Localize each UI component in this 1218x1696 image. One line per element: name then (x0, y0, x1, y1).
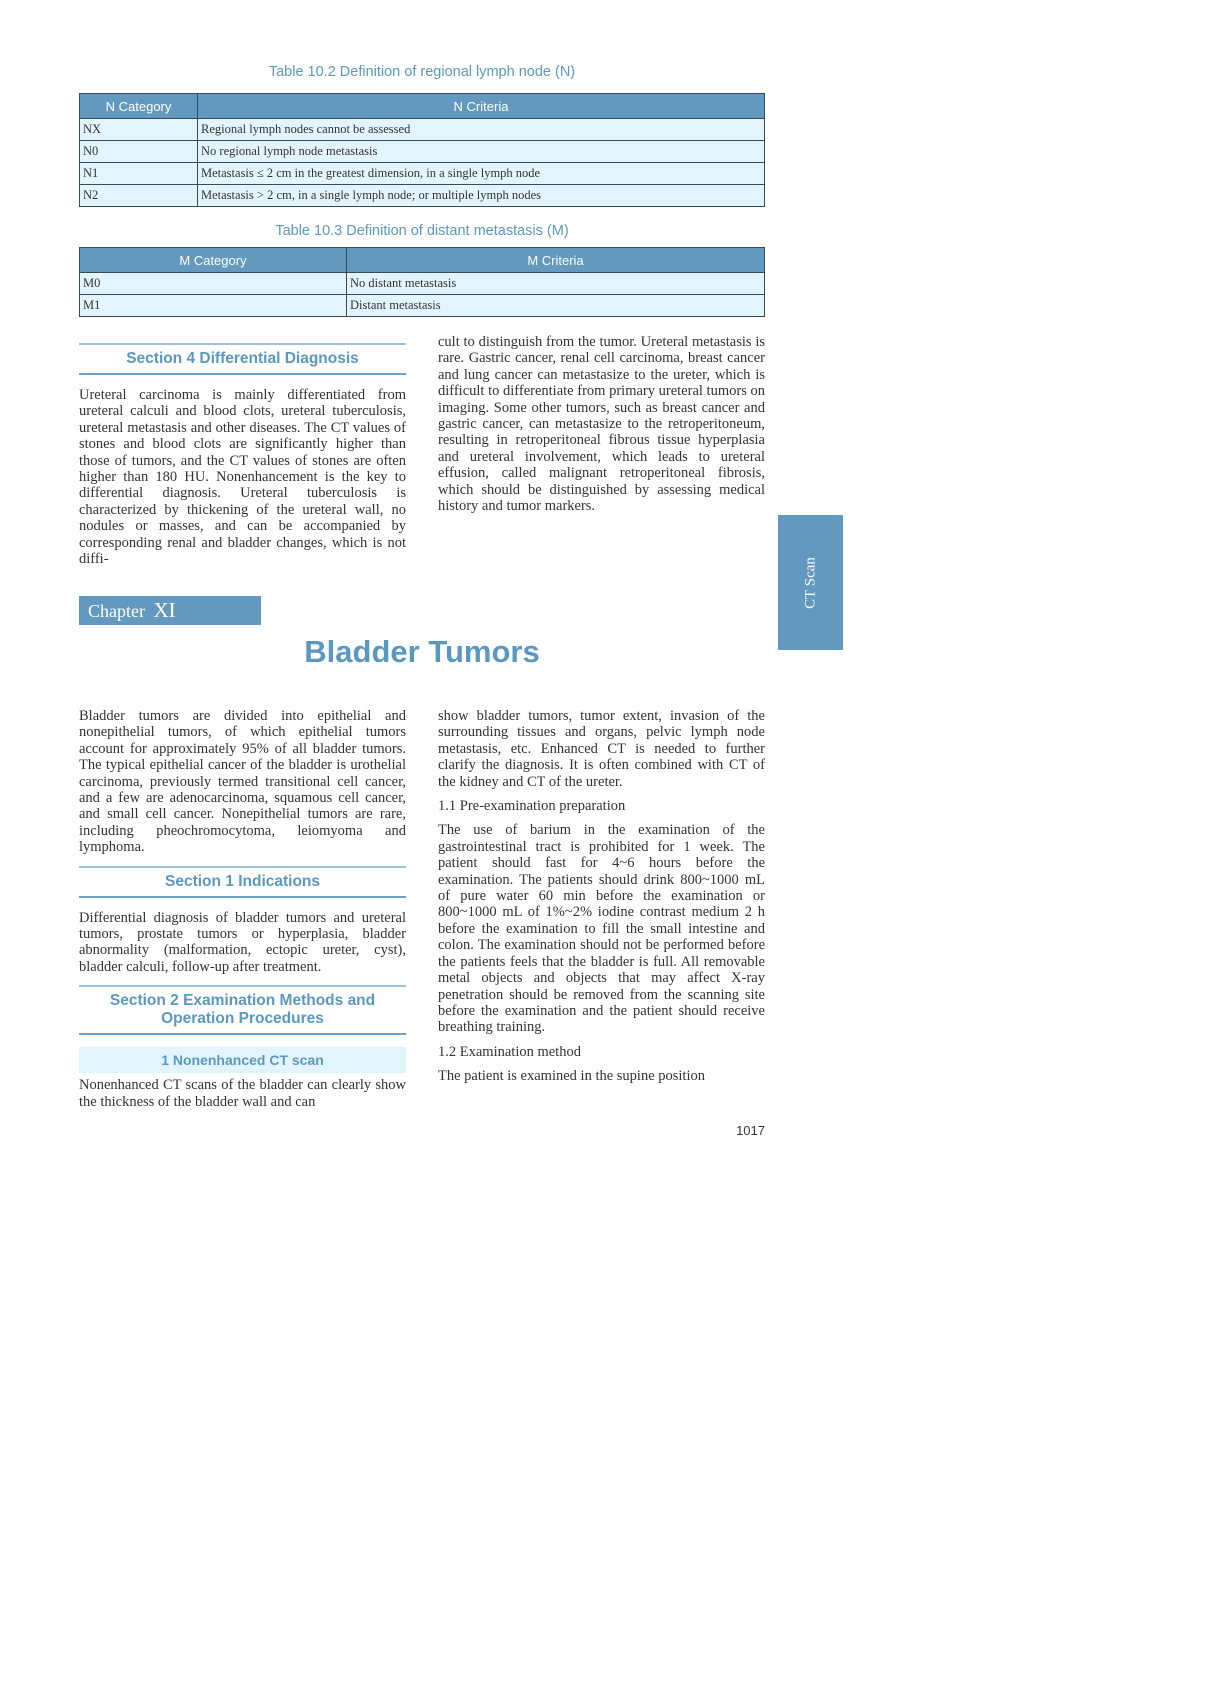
table-cell: N0 (80, 141, 198, 163)
section-4-heading: Section 4 Differential Diagnosis (79, 343, 406, 375)
side-tab (778, 515, 843, 650)
table-header: M Criteria (347, 248, 765, 273)
table-n-caption: Table 10.2 Definition of regional lymph node (N) (268, 64, 576, 80)
side-tab-label: CT Scan (802, 556, 818, 609)
table-cell: N2 (80, 185, 198, 207)
intro-paragraph: Bladder tumors are divided into epithelial and nonepithelial tumors, of which epithelial tumors account for approximately 95% of all bladder tumors. The typical epithelial cancer of the bladder is urothelial carcinoma, previously termed transitional cell cancer, and a few are adenocarcinoma, squamous cell cancer, and small cell cancer. Nonepithelial tumors are rare, including pheochromocytoma, leiomyoma and lymphoma. (79, 708, 406, 856)
table-cell: N1 (80, 163, 198, 185)
subheading-1-2: 1.2 Examination method (438, 1043, 581, 1060)
table-header: M Category (80, 248, 347, 273)
section-2-heading: Section 2 Examination Methods and Operation Procedures (79, 985, 406, 1035)
section-1-heading: Section 1 Indications (79, 866, 406, 898)
nonenhanced-paragraph: Nonenhanced CT scans of the bladder can clearly show the thickness of the bladder wall and can (79, 1077, 406, 1110)
method-paragraph: The patient is examined in the supine position (438, 1068, 705, 1085)
section-4-paragraph-left: Ureteral carcinoma is mainly differentiated from ureteral calculi and blood clots, ureteral tuberculosis, ureteral metastasis and other diseases. The CT values of stones and blood clots are significantly higher than those of tumors, and the CT values of stones are often higher than 180 HU. Nonenhancement is the key to differential diagnosis. Ureteral tuberculosis is characterized by thickening of the ureteral wall, no nodules or masses, and can be accompanied by corresponding renal and bladder changes, which is not diffi- (79, 387, 406, 568)
table-cell: No regional lymph node metastasis (198, 141, 765, 163)
table-row (80, 163, 765, 185)
chapter-label (79, 596, 261, 625)
page-number: 1017 (736, 1123, 765, 1138)
section-4-paragraph-right: cult to distinguish from the tumor. Ureteral metastasis is rare. Gastric cancer, renal cell carcinoma, breast cancer and lung cancer can metastasize to the ureter, which is difficult to differentiate from primary ureteral tumors on imaging. Some other tumors, such as breast cancer and gastric cancer, can metastasize to the retroperitoneum, resulting in retroperitoneal fibrous tissue hyperplasia and ureteral involvement, which leads to ureteral effusion, called malignant retroperitoneal fibrosis, which should be distinguished by assessing medical history and tumor markers. (438, 334, 765, 515)
table-cell: No distant metastasis (347, 273, 765, 295)
table-n (79, 93, 765, 207)
table-row (80, 273, 765, 295)
chapter-word: Chapter (88, 601, 145, 621)
table-header: N Criteria (198, 94, 765, 119)
subheading-1-1: 1.1 Pre-examination preparation (438, 798, 626, 815)
table-cell: Regional lymph nodes cannot be assessed (198, 119, 765, 141)
chapter-title: Bladder Tumors (304, 634, 540, 669)
table-m-caption: Table 10.3 Definition of distant metastasis (M) (275, 223, 569, 239)
table-cell: M1 (80, 295, 347, 317)
subsection-heading: 1 Nonenhanced CT scan (79, 1047, 406, 1073)
table-row (80, 295, 765, 317)
table-cell: Metastasis > 2 cm, in a single lymph node; or multiple lymph nodes (198, 185, 765, 207)
preparation-paragraph: The use of barium in the examination of the gastrointestinal tract is prohibited for 1 week. The patient should fast for 4~6 hours before the examination. The patients should drink 800~1000 mL of pure water 60 min before the examination or 800~1000 mL of 1%~2% iodine contrast medium 2 h before the examination to fill the small intestine and colon. The examination should not be performed before the patients feels that the bladder is full. All removable metal objects and objects that may affect X-ray penetration should be removed from the scanning site before the examination and the patient should receive breathing training. (438, 822, 765, 1036)
table-cell: NX (80, 119, 198, 141)
table-cell: Metastasis ≤ 2 cm in the greatest dimension, in a single lymph node (198, 163, 765, 185)
table-cell: M0 (80, 273, 347, 295)
section-1-paragraph: Differential diagnosis of bladder tumors and ureteral tumors, prostate tumors or hyperplasia, bladder abnormality (malformation, ectopic ureter, cyst), bladder calculi, follow-up after treatment. (79, 909, 406, 975)
table-row (80, 141, 765, 163)
table-row (80, 185, 765, 207)
table-row (80, 119, 765, 141)
table-header: N Category (80, 94, 198, 119)
right-paragraph: show bladder tumors, tumor extent, invasion of the surrounding tissues and organs, pelvic lymph node metastasis, etc. Enhanced CT is needed to further clarify the diagnosis. It is often combined with CT of the kidney and CT of the ureter. (438, 708, 765, 790)
table-cell: Distant metastasis (347, 295, 765, 317)
table-m (79, 247, 765, 317)
chapter-numeral: XI (153, 598, 176, 622)
